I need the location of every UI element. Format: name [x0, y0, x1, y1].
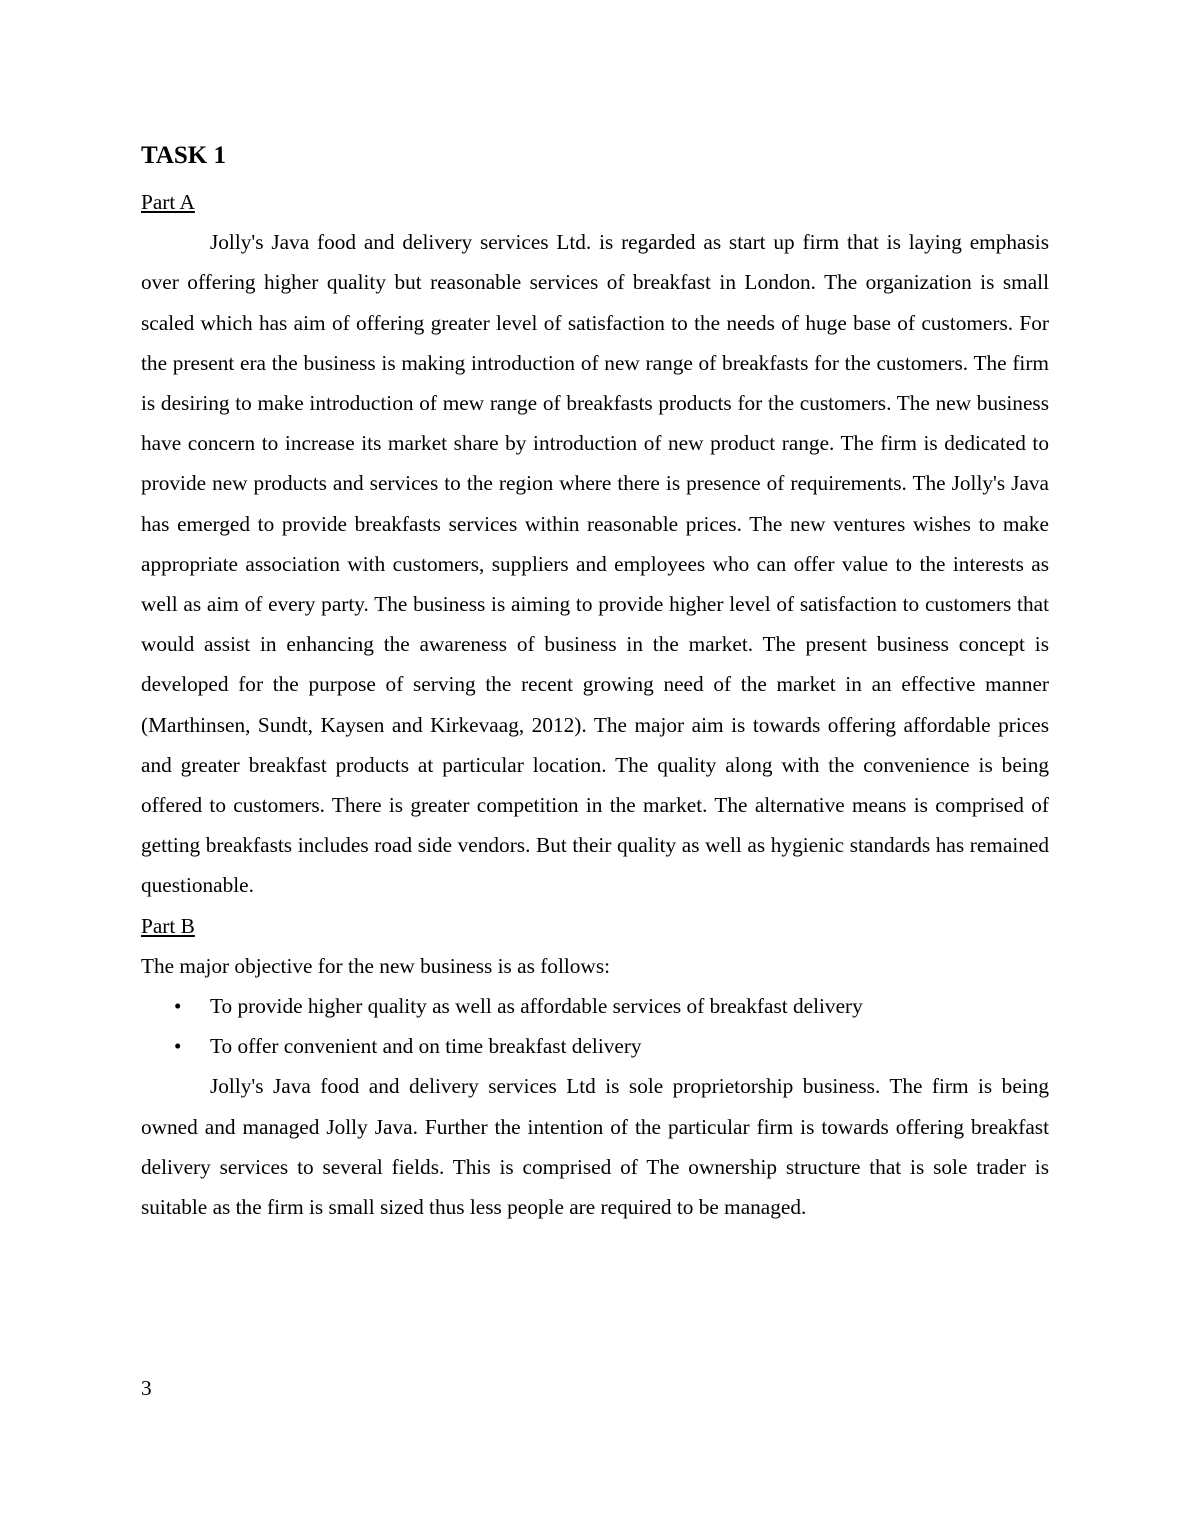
part-b-paragraph: Jolly's Java food and delivery services Ltd is sole proprietorship business. The firm is being owned and managed Jolly Java. Further the intention of the particular firm is towards offering breakfast delivery services to several fields. This is comprised of The ownership structure that is sole trader is suitable as the firm is small sized thus less people are required to be managed. [141, 1074, 1049, 1220]
bullet-icon: • [174, 994, 182, 1019]
part-a-paragraph: Jolly's Java food and delivery services Ltd. is regarded as start up firm that is laying emphasis over offering higher quality but reasonable services of breakfast in London. The organization is small scaled which has aim of offering greater level of satisfaction to the needs of huge base of customers. For the present era the business is making introduction of new range of breakfasts for the customers. The firm is desiring to make introduction of mew range of breakfasts products for the customers. The new business have concern to increase its market share by introduction of new product range. The firm is dedicated to provide new products and services to the region where there is presence of requirements. The Jolly's Java has emerged to provide breakfasts services within reasonable prices. The new ventures wishes to make appropriate association with customers, suppliers and employees who can offer value to the interests as well as aim of every party. The business is aiming to provide higher level of satisfaction to customers that would assist in enhancing the awareness of business in the market. The present business concept is developed for the purpose of serving the recent growing need of the market in an effective manner (Marthinsen, Sundt, Kaysen and Kirkevaag, 2012). The major aim is towards offering affordable prices and greater breakfast products at particular location. The quality along with the convenience is being offered to customers. There is greater competition in the market. The alternative means is comprised of getting breakfasts includes road side vendors. But their quality as well as hygienic standards has remained questionable. [141, 230, 1049, 898]
part-b-intro: The major objective for the new business is as follows: [141, 953, 611, 978]
task-heading: TASK 1 [141, 142, 226, 169]
objectives-list [141, 986, 1049, 1066]
bullet-icon: • [174, 1034, 182, 1059]
page-number: 3 [141, 1376, 152, 1400]
part-a-heading: Part A [141, 190, 195, 214]
list-item-text: To provide higher quality as well as affordable services of breakfast delivery [210, 994, 863, 1019]
part-b-heading: Part B [141, 913, 195, 938]
page-content [141, 138, 1049, 1227]
list-item-text: To offer convenient and on time breakfast delivery [210, 1034, 642, 1059]
list-item [141, 1026, 1049, 1066]
list-item [141, 986, 1049, 1026]
